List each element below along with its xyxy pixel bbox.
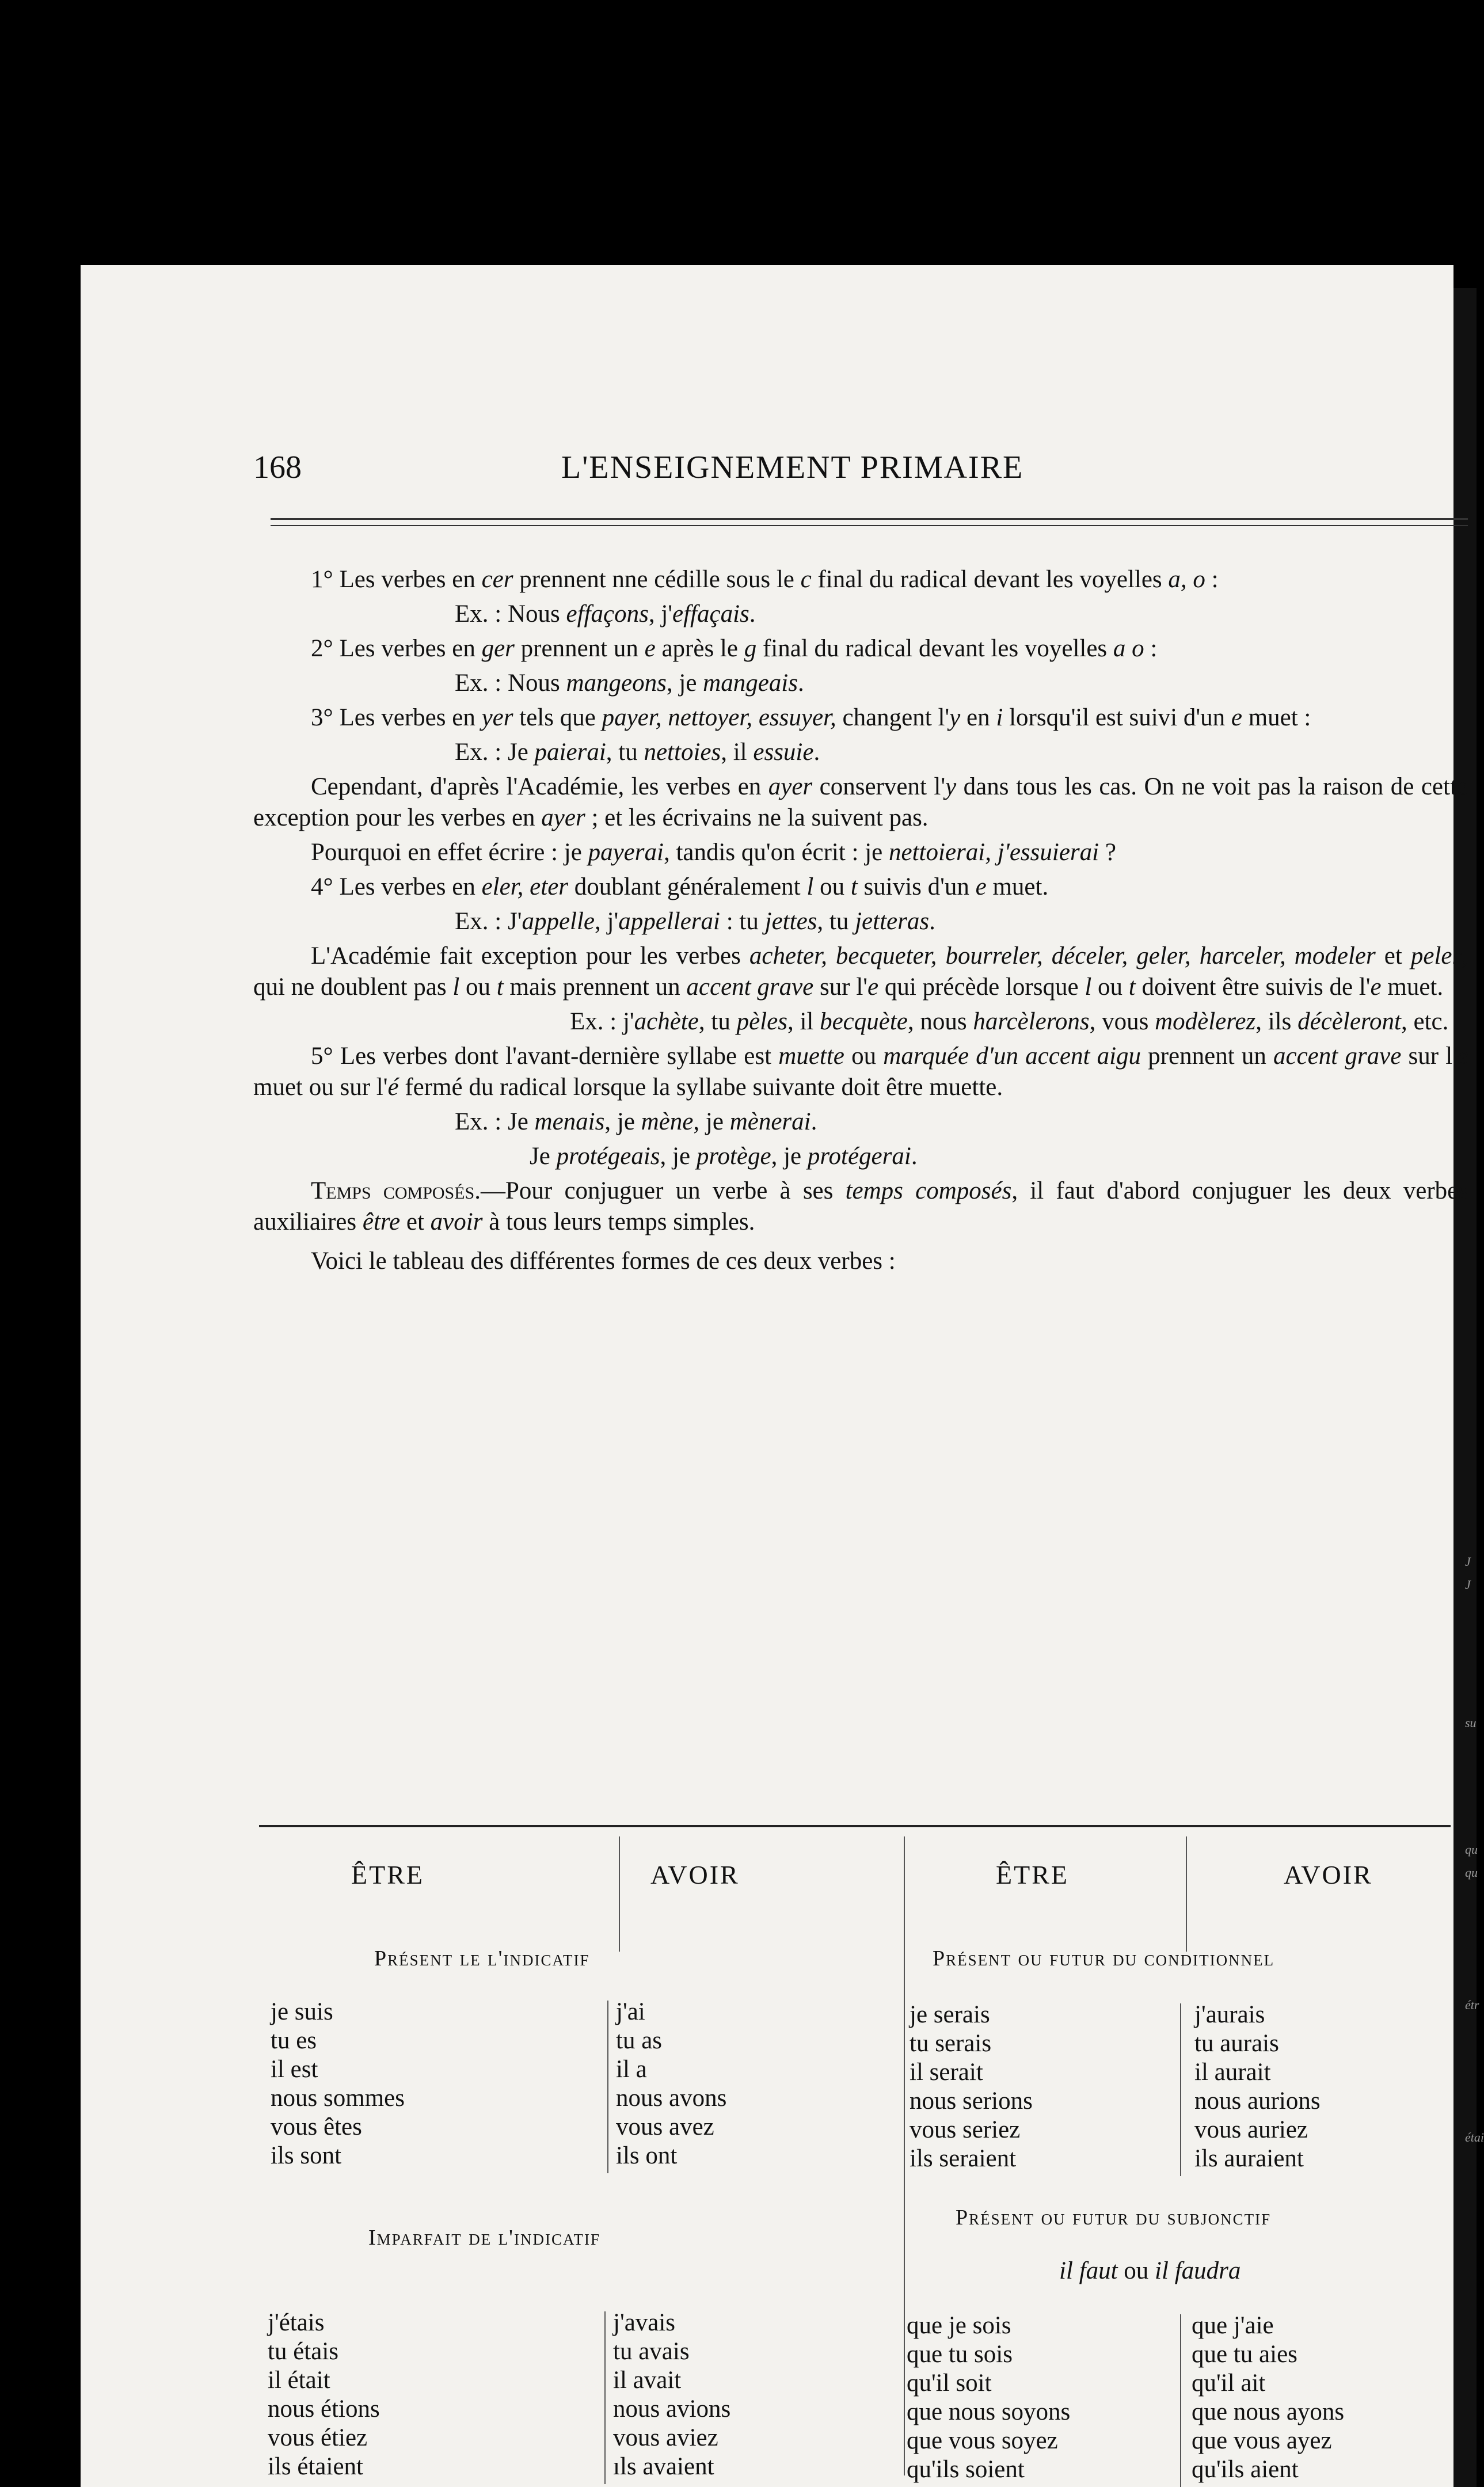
margin-fragment: qu <box>1465 1865 1478 1880</box>
margin-fragment: J <box>1465 1554 1471 1569</box>
subjonctif-subtitle: il faut ou il faudra <box>1059 2257 1241 2284</box>
column-rule <box>607 2001 608 2173</box>
example-4: Ex. : J'appelle, j'appellerai : tu jettes, tu jetteras. <box>455 908 935 935</box>
rule-1: 1° Les verbes en cer prennent nne cédille sous le c final du radical devant les voyelles a, o : <box>311 566 1219 593</box>
margin-fragment: su <box>1465 1716 1477 1730</box>
conj-etre-conditionnel: je serais tu serais il serait nous serions vous seriez ils seraient <box>910 2001 1033 2172</box>
body-text <box>253 564 1468 1280</box>
conj-etre-imparfait: j'étais tu étais il était nous étions vous étiez ils étaient <box>268 2309 380 2480</box>
header-rule-thin <box>271 525 1468 526</box>
section-present-indicatif: Présent le l'indicatif <box>374 1946 590 1971</box>
running-title: L'ENSEIGNEMENT PRIMAIRE <box>561 450 1024 485</box>
example-3: Ex. : Je paierai, tu nettoies, il essuie. <box>455 739 820 766</box>
column-rule <box>1180 2314 1181 2487</box>
section-conditionnel: Présent ou futur du conditionnel <box>933 1946 1275 1971</box>
conj-avoir-subjonctif: que j'aie que tu aies qu'il ait que nous ayons que vous ayez qu'ils aient <box>1192 2312 1345 2483</box>
page-number: 168 <box>253 450 302 485</box>
example-7: Je protégeais, je protège, je protégerai. <box>530 1143 918 1170</box>
col-head-avoir-1: AVOIR <box>650 1860 740 1889</box>
rule-2: 2° Les verbes en ger prennent un e après le g final du radical devant les voyelles a o : <box>311 635 1158 662</box>
col-head-etre-1: ÊTRE <box>351 1860 424 1889</box>
example-1: Ex. : Nous effaçons, j'effaçais. <box>455 600 756 628</box>
table-divider <box>1186 1836 1187 1952</box>
margin-fragment: étr <box>1465 1998 1479 2012</box>
conj-avoir-present: j'ai tu as il a nous avons vous avez ils ont <box>616 1998 727 2169</box>
rule-5: 5° Les verbes dont l'avant-dernière syllabe est muette ou marquée d'un accent aigu prennent un accent grave sur l'e muet ou sur l'é fermé du radical lorsque la syllabe suivante doit être muette. <box>253 1043 1468 1101</box>
conj-avoir-conditionnel: j'aurais tu aurais il aurait nous aurions vous auriez ils auraient <box>1194 2001 1321 2172</box>
conj-etre-present: je suis tu es il est nous sommes vous êtes ils sont <box>271 1998 405 2169</box>
header-rule <box>271 518 1468 520</box>
book-page <box>81 265 1468 2487</box>
col-head-avoir-2: AVOIR <box>1284 1860 1373 1889</box>
section-subjonctif: Présent ou futur du subjonctif <box>956 2205 1272 2230</box>
section-imparfait: Imparfait de l'indicatif <box>368 2226 601 2250</box>
margin-fragment: étai <box>1465 2130 1484 2144</box>
table-top-rule <box>259 1825 1451 1827</box>
col-head-etre-2: ÊTRE <box>996 1860 1069 1889</box>
rule-3: 3° Les verbes en yer tels que payer, nettoyer, essuyer, changent l'y en i lorsqu'il est suivi d'un e muet : <box>311 704 1311 731</box>
column-rule <box>604 2311 606 2484</box>
margin-fragment: J <box>1465 1577 1471 1592</box>
paragraph-temps-composes: Temps composés.—Pour conjuguer un verbe à ses temps composés, il faut d'abord conjuguer les deux verbes auxiliaires être et avoir à tous leurs temps simples. <box>253 1177 1468 1235</box>
conj-avoir-imparfait: j'avais tu avais il avait nous avions vous aviez ıls avaient <box>613 2309 731 2480</box>
example-6: Ex. : Je menais, je mène, je mènerai. <box>455 1108 817 1135</box>
conjugation-table <box>259 1825 1451 2483</box>
table-divider <box>619 1836 620 1952</box>
rule-4: 4° Les verbes en eler, eter doublant généralement l ou t suivis d'un e muet. <box>311 873 1049 900</box>
paragraph-voici: Voici le tableau des différentes formes de ces deux verbes : <box>311 1248 896 1275</box>
example-5: Ex. : j'achète, tu pèles, il becquète, nous harcèlerons, vous modèlerez, ils décèleront, etc. <box>570 1008 1449 1035</box>
paragraph-pourquoi: Pourquoi en effet écrire : je payerai, tandis qu'on écrit : je nettoierai, j'essuierai ? <box>311 839 1116 866</box>
margin-fragment: qu <box>1465 1842 1478 1857</box>
column-rule <box>1180 2003 1181 2176</box>
conj-etre-subjonctif: que je sois que tu sois qu'il soit que nous soyons que vous soyez qu'ils soient <box>907 2312 1071 2483</box>
table-divider <box>904 1836 905 2475</box>
paragraph-exception: L'Académie fait exception pour les verbes acheter, becqueter, bourreler, déceler, geler, harceler, modeler et peler, qui ne doublent pas l ou t mais prennent un accent grave sur l'e qui précède lorsque l ou t doivent être suivis de l'e muet. <box>253 942 1468 1001</box>
paragraph-academie: Cependant, d'après l'Académie, les verbes en ayer conservent l'y dans tous les cas. On ne voit pas la raison de cette exception pour les verbes en ayer ; et les écrivains ne la suivent pas. <box>253 773 1468 831</box>
example-2: Ex. : Nous mangeons, je mangeais. <box>455 670 804 697</box>
